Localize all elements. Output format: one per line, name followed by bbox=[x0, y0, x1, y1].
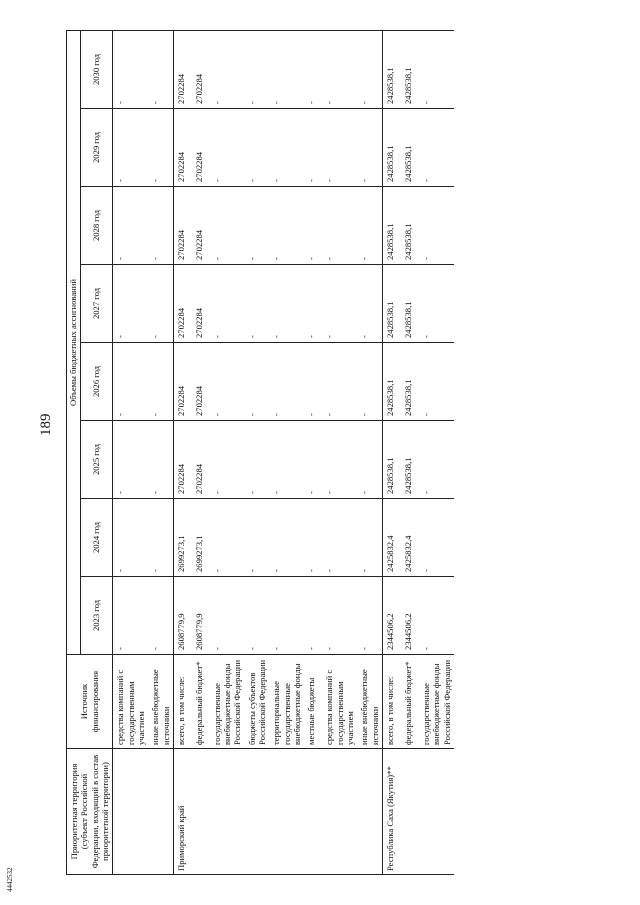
value-cell: 2608779,9 bbox=[192, 577, 210, 655]
territory-cell: Республика Саха (Якутия)** bbox=[382, 749, 401, 875]
value-cell: 2425832,4 bbox=[382, 499, 401, 577]
value-cell: 2428538,1 bbox=[382, 187, 401, 265]
document-id: 4442532 bbox=[6, 867, 14, 892]
territory-cell bbox=[245, 749, 270, 875]
value-cell: 2699273,1 bbox=[173, 499, 192, 577]
value-cell: - bbox=[357, 31, 382, 109]
table-row bbox=[245, 31, 270, 875]
header-year: 2028 год bbox=[80, 187, 112, 265]
table-row bbox=[357, 31, 382, 875]
source-cell: государственные внебюджетные фонды Российской Федерации bbox=[210, 655, 245, 749]
value-cell: - bbox=[245, 31, 270, 109]
value-cell: - bbox=[113, 31, 148, 109]
value-cell: - bbox=[210, 187, 245, 265]
value-cell: - bbox=[322, 109, 357, 187]
table-row bbox=[382, 31, 401, 875]
value-cell: 2702284 bbox=[192, 343, 210, 421]
header-budget-group: Объемы бюджетных ассигнований bbox=[67, 31, 81, 655]
value-cell: 2702284 bbox=[173, 31, 192, 109]
value-cell: - bbox=[148, 109, 173, 187]
table-row bbox=[192, 31, 210, 875]
value-cell: 2702284 bbox=[173, 109, 192, 187]
value-cell: - bbox=[245, 421, 270, 499]
value-cell: - bbox=[269, 109, 304, 187]
value-cell: - bbox=[304, 577, 322, 655]
territory-cell bbox=[148, 749, 173, 875]
value-cell: - bbox=[148, 343, 173, 421]
value-cell: - bbox=[322, 343, 357, 421]
source-cell: всего, в том числе: bbox=[382, 655, 401, 749]
value-cell: - bbox=[113, 499, 148, 577]
header-year: 2029 год bbox=[80, 109, 112, 187]
value-cell: - bbox=[245, 577, 270, 655]
header-year: 2024 год bbox=[80, 499, 112, 577]
value-cell: 2702284 bbox=[173, 343, 192, 421]
value-cell: - bbox=[357, 343, 382, 421]
value-cell: 2428538,1 bbox=[382, 31, 401, 109]
value-cell: 2344506,2 bbox=[401, 577, 419, 655]
page-number: 189 bbox=[38, 413, 54, 436]
value-cell: - bbox=[113, 343, 148, 421]
value-cell: - bbox=[148, 265, 173, 343]
header-year: 2025 год bbox=[80, 421, 112, 499]
value-cell: 2428538,1 bbox=[401, 343, 419, 421]
value-cell: - bbox=[210, 343, 245, 421]
value-cell: - bbox=[148, 31, 173, 109]
value-cell: - bbox=[357, 499, 382, 577]
value-cell: 2428538,1 bbox=[401, 265, 419, 343]
source-cell: средства компаний с государственным участием bbox=[113, 655, 148, 749]
source-cell: государственные внебюджетные фонды Российской Федерации bbox=[419, 655, 454, 749]
value-cell: - bbox=[419, 31, 454, 109]
value-cell: 2428538,1 bbox=[401, 187, 419, 265]
value-cell: - bbox=[210, 577, 245, 655]
value-cell: 2699273,1 bbox=[192, 499, 210, 577]
territory-cell bbox=[357, 749, 382, 875]
header-year: 2027 год bbox=[80, 265, 112, 343]
value-cell: - bbox=[322, 499, 357, 577]
territory-cell: Приморский край bbox=[173, 749, 192, 875]
table-row bbox=[304, 31, 322, 875]
table-row bbox=[210, 31, 245, 875]
value-cell: 2344506,2 bbox=[382, 577, 401, 655]
rotated-table-container bbox=[66, 30, 586, 875]
value-cell: - bbox=[245, 499, 270, 577]
value-cell: - bbox=[304, 187, 322, 265]
source-cell: иные внебюджетные источники bbox=[148, 655, 173, 749]
value-cell: - bbox=[322, 421, 357, 499]
value-cell: - bbox=[113, 265, 148, 343]
value-cell: 2702284 bbox=[192, 265, 210, 343]
value-cell: - bbox=[322, 187, 357, 265]
value-cell: - bbox=[322, 577, 357, 655]
value-cell: 2702284 bbox=[192, 421, 210, 499]
territory-cell bbox=[192, 749, 210, 875]
table-row bbox=[148, 31, 173, 875]
value-cell: - bbox=[210, 265, 245, 343]
value-cell: - bbox=[419, 265, 454, 343]
value-cell: 2425832,4 bbox=[401, 499, 419, 577]
value-cell: - bbox=[269, 421, 304, 499]
territory-cell bbox=[401, 749, 419, 875]
value-cell: - bbox=[419, 499, 454, 577]
value-cell: - bbox=[419, 187, 454, 265]
source-cell: территориальные государственные внебюджетные фонды bbox=[269, 655, 304, 749]
source-cell: федеральный бюджет* bbox=[192, 655, 210, 749]
value-cell: - bbox=[269, 343, 304, 421]
value-cell: - bbox=[245, 265, 270, 343]
territory-cell bbox=[113, 749, 148, 875]
table-body bbox=[113, 31, 454, 875]
source-cell: местные бюджеты bbox=[304, 655, 322, 749]
value-cell: - bbox=[419, 343, 454, 421]
header-year: 2026 год bbox=[80, 343, 112, 421]
value-cell: - bbox=[357, 265, 382, 343]
table-row bbox=[322, 31, 357, 875]
value-cell: - bbox=[419, 421, 454, 499]
table-row bbox=[419, 31, 454, 875]
value-cell: - bbox=[210, 31, 245, 109]
value-cell: 2428538,1 bbox=[382, 343, 401, 421]
value-cell: - bbox=[148, 577, 173, 655]
value-cell: - bbox=[304, 109, 322, 187]
value-cell: 2608779,9 bbox=[173, 577, 192, 655]
value-cell: - bbox=[245, 109, 270, 187]
value-cell: - bbox=[304, 343, 322, 421]
value-cell: - bbox=[322, 265, 357, 343]
table-row bbox=[269, 31, 304, 875]
value-cell: - bbox=[357, 109, 382, 187]
value-cell: - bbox=[269, 31, 304, 109]
territory-cell bbox=[419, 749, 454, 875]
budget-table bbox=[66, 30, 454, 875]
territory-cell bbox=[269, 749, 304, 875]
value-cell: 2428538,1 bbox=[382, 421, 401, 499]
value-cell: 2702284 bbox=[192, 31, 210, 109]
value-cell: - bbox=[357, 421, 382, 499]
value-cell: - bbox=[245, 343, 270, 421]
value-cell: 2428538,1 bbox=[401, 421, 419, 499]
value-cell: 2702284 bbox=[173, 265, 192, 343]
table-row bbox=[173, 31, 192, 875]
value-cell: - bbox=[304, 265, 322, 343]
value-cell: - bbox=[113, 421, 148, 499]
header-year: 2030 год bbox=[80, 31, 112, 109]
value-cell: - bbox=[210, 421, 245, 499]
value-cell: - bbox=[148, 187, 173, 265]
value-cell: - bbox=[210, 109, 245, 187]
header-territory: Приоритетная территория (субъект Российской Федерации, входящий в состав приоритетной территории) bbox=[67, 749, 113, 875]
source-cell: средства компаний с государственным участием bbox=[322, 655, 357, 749]
value-cell: 2428538,1 bbox=[401, 109, 419, 187]
value-cell: - bbox=[357, 577, 382, 655]
value-cell: - bbox=[322, 31, 357, 109]
value-cell: - bbox=[269, 265, 304, 343]
source-cell: федеральный бюджет* bbox=[401, 655, 419, 749]
source-cell: бюджеты субъектов Российской Федерации bbox=[245, 655, 270, 749]
value-cell: 2702284 bbox=[192, 109, 210, 187]
source-cell: иные внебюджетные источники bbox=[357, 655, 382, 749]
value-cell: - bbox=[269, 499, 304, 577]
value-cell: 2428538,1 bbox=[382, 109, 401, 187]
value-cell: - bbox=[113, 187, 148, 265]
table-row bbox=[113, 31, 148, 875]
value-cell: - bbox=[113, 109, 148, 187]
value-cell: - bbox=[245, 187, 270, 265]
territory-cell bbox=[304, 749, 322, 875]
source-cell: всего, в том числе: bbox=[173, 655, 192, 749]
header-source: Источник финансирования bbox=[67, 655, 113, 749]
value-cell: - bbox=[304, 499, 322, 577]
value-cell: 2702284 bbox=[192, 187, 210, 265]
value-cell: - bbox=[148, 499, 173, 577]
value-cell: - bbox=[113, 577, 148, 655]
value-cell: - bbox=[419, 109, 454, 187]
value-cell: - bbox=[419, 577, 454, 655]
value-cell: - bbox=[210, 499, 245, 577]
header-year: 2023 год bbox=[80, 577, 112, 655]
value-cell: 2702284 bbox=[173, 421, 192, 499]
value-cell: - bbox=[269, 187, 304, 265]
value-cell: - bbox=[269, 577, 304, 655]
territory-cell bbox=[210, 749, 245, 875]
value-cell: - bbox=[357, 187, 382, 265]
territory-cell bbox=[322, 749, 357, 875]
value-cell: - bbox=[304, 421, 322, 499]
value-cell: 2428538,1 bbox=[382, 265, 401, 343]
value-cell: 2428538,1 bbox=[401, 31, 419, 109]
table-row bbox=[401, 31, 419, 875]
value-cell: - bbox=[148, 421, 173, 499]
value-cell: - bbox=[304, 31, 322, 109]
value-cell: 2702284 bbox=[173, 187, 192, 265]
